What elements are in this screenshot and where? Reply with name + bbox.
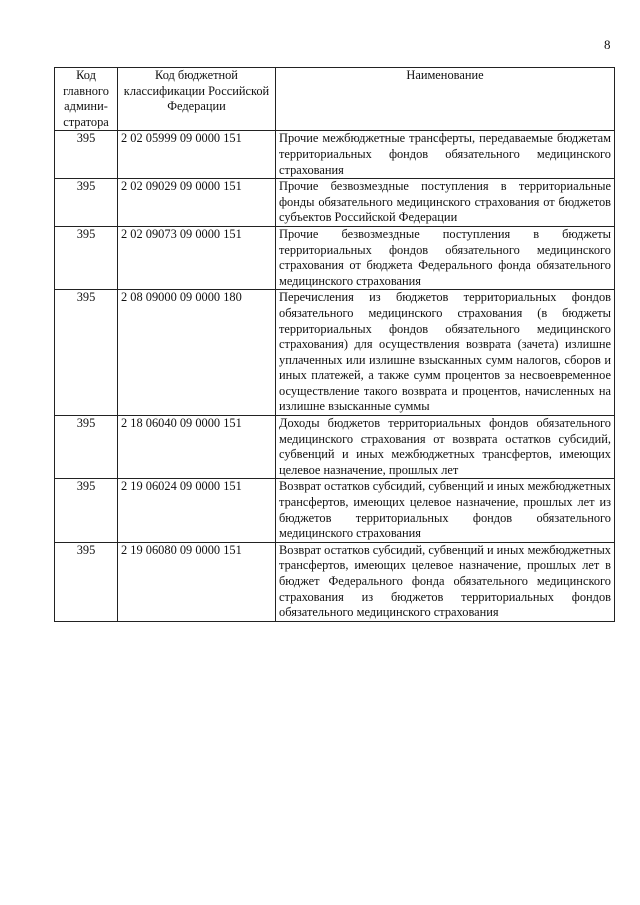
table-row [55,479,615,542]
header-name-label: Наименование [406,68,484,82]
admin-code-cell: 395 [55,226,118,289]
header-budget-code-label: Код бюджетной классификации Российской Федерации [123,68,270,114]
table-header-row [55,68,615,131]
admin-code-cell: 395 [55,542,118,621]
name-cell: Прочие безвозмездные поступления в территориальные фонды обязательного медицинского страхования от бюджетов субъектов Российской Федерации [276,179,615,227]
header-admin-code-label: Код главного админи-стратора [63,68,109,129]
table-row [55,542,615,621]
budget-code-cell: 2 02 05999 09 0000 151 [118,131,276,179]
budget-code-cell: 2 08 09000 09 0000 180 [118,290,276,416]
header-budget-code [118,68,276,131]
budget-code-cell: 2 02 09029 09 0000 151 [118,179,276,227]
budget-code-cell: 2 19 06024 09 0000 151 [118,479,276,542]
table-row [55,226,615,289]
name-cell: Перечисления из бюджетов территориальных фондов обязательного медицинского страхования (в бюджеты территориальных фондов обязательного медицинского страхования) для осуществления возврата (зачета) излишне уплаченных или излишне взысканных сумм налогов, сборов и иных платежей, а также сумм процентов за несвоевременное осуществление такого возврата и процентов, начисленных на излишне взысканные суммы [276,290,615,416]
header-name [276,68,615,131]
name-cell: Доходы бюджетов территориальных фондов обязательного медицинского страхования от возврата остатков субсидий, субвенций и иных межбюджетных трансфертов, имеющих целевое назначение, прошлых лет [276,416,615,479]
admin-code-cell: 395 [55,290,118,416]
budget-code-cell: 2 02 09073 09 0000 151 [118,226,276,289]
header-admin-code [55,68,118,131]
table-row [55,131,615,179]
admin-code-cell: 395 [55,131,118,179]
table-row [55,290,615,416]
name-cell: Возврат остатков субсидий, субвенций и иных межбюджетных трансфертов, имеющих целевое назначение, прошлых лет в бюджет Федерального фонда обязательного медицинского страхования из бюджетов территориальных фондов обязательного медицинского страхования [276,542,615,621]
page-number: 8 [604,37,611,52]
name-cell: Прочие межбюджетные трансферты, передаваемые бюджетам территориальных фондов обязательного медицинского страхования [276,131,615,179]
table-row [55,416,615,479]
name-cell: Прочие безвозмездные поступления в бюджеты территориальных фондов обязательного медицинского страхования от бюджета Федерального фонда обязательного медицинского страхования [276,226,615,289]
budget-code-cell: 2 19 06080 09 0000 151 [118,542,276,621]
budget-classification-table [54,67,615,622]
admin-code-cell: 395 [55,479,118,542]
budget-code-cell: 2 18 06040 09 0000 151 [118,416,276,479]
admin-code-cell: 395 [55,416,118,479]
admin-code-cell: 395 [55,179,118,227]
name-cell: Возврат остатков субсидий, субвенций и иных межбюджетных трансфертов, имеющих целевое назначение, прошлых лет из бюджетов территориальных фондов обязательного медицинского страхования [276,479,615,542]
table-row [55,179,615,227]
